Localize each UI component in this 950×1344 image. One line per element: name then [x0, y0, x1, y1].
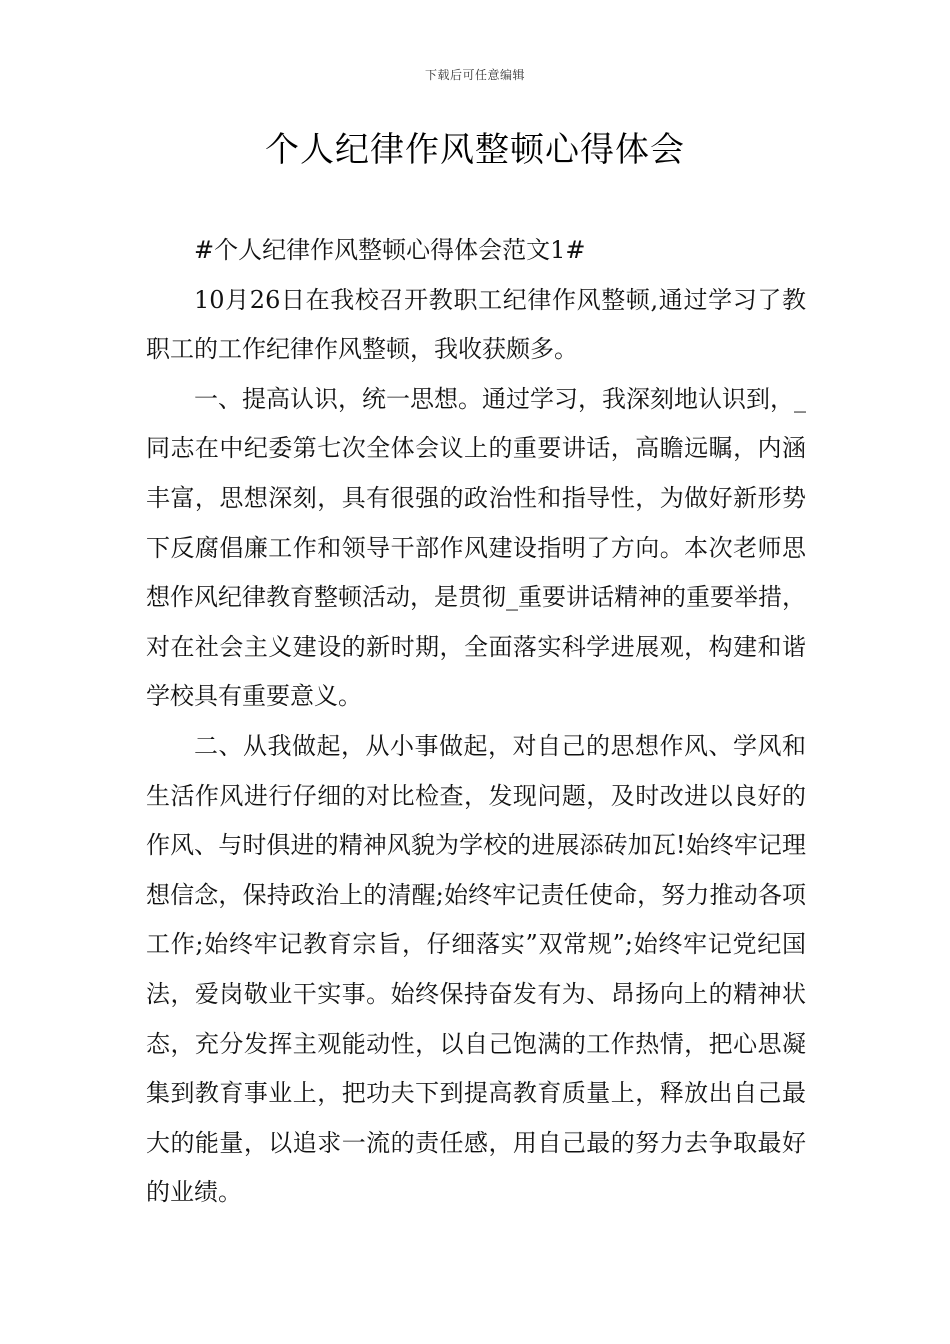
body-paragraph: 二、从我做起，从小事做起，对自己的思想作风、学风和生活作风进行仔细的对比检查，发现问题，及时改进以良好的作风、与时俱进的精神风貌为学校的进展添砖加瓦!始终牢记理想信念，保持政治上的清醒;始终牢记责任使命，努力推动各项工作;始终牢记教育宗旨，仔细落实”双常规”;始终牢记党纪国法，爱岗敬业干实事。始终保持奋发有为、昂扬向上的精神状态，充分发挥主观能动性，以自己饱满的工作热情，把心思凝集到教育事业上，把功夫下到提高教育质量上，释放出自己最大的能量，以追求一流的责任感，用自己最的努力去争取最好的业绩。	[146, 731, 806, 1207]
header-note: 下载后可任意编辑	[424, 68, 525, 82]
body-paragraph: 10月26日在我校召开教职工纪律作风整顿,通过学习了教职工的工作纪律作风整顿，我收获颇多。	[146, 285, 806, 364]
document-title: 个人纪律作风整顿心得体会	[265, 130, 685, 170]
section-heading: #个人纪律作风整顿心得体会范文1#	[194, 236, 586, 264]
body-paragraph: 一、提高认识，统一思想。通过学习，我深刻地认识到，_同志在中纪委第七次全体会议上的重要讲话，高瞻远瞩，内涵丰富，思想深刻，具有很强的政治性和指导性，为做好新形势下反腐倡廉工作和领导干部作风建设指明了方向。本次老师思想作风纪律教育整顿活动，是贯彻_重要讲话精神的重要举措，对在社会主义建设的新时期，全面落实科学进展观，构建和谐学校具有重要意义。	[146, 384, 806, 711]
document-body	[146, 226, 806, 1218]
